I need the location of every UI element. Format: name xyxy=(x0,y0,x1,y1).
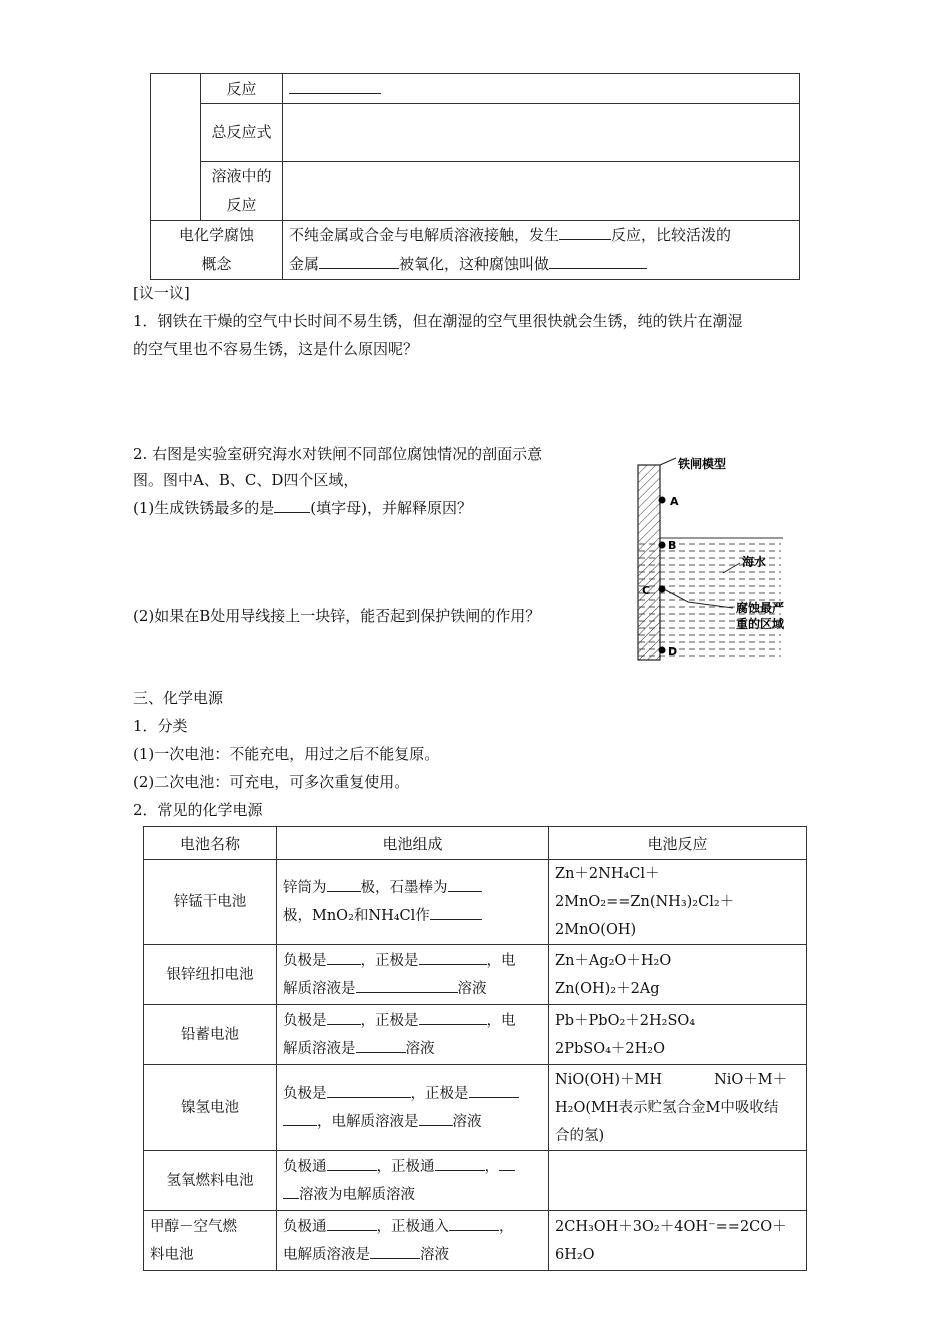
point-d xyxy=(659,647,666,654)
table-row xyxy=(144,1065,807,1151)
answer-blank[interactable] xyxy=(499,1154,515,1171)
battery-table xyxy=(143,826,807,1271)
answer-blank[interactable] xyxy=(327,948,361,965)
battery-name: 银锌纽扣电池 xyxy=(144,945,277,1005)
table-row xyxy=(144,1151,807,1211)
answer-blank[interactable] xyxy=(469,1081,519,1098)
header-name: 电池名称 xyxy=(144,827,277,860)
answer-blank[interactable] xyxy=(327,1154,377,1171)
question-1-line-2: 的空气里也不容易生锈，这是什么原因呢？ xyxy=(133,340,419,358)
row-label-total: 总反应式 xyxy=(201,104,283,162)
solution-reaction-cell[interactable] xyxy=(283,162,800,221)
battery-name: 甲醇－空气燃 料电池 xyxy=(144,1211,277,1271)
label-c: C xyxy=(642,584,651,597)
answer-blank[interactable] xyxy=(283,1109,317,1126)
battery-composition: 负极是 ，正极是 ，电解质溶液是 溶液 xyxy=(277,1065,549,1151)
sea-label: 海水 xyxy=(742,555,767,569)
battery-reaction: 2CH₃OH＋3O₂＋4OH⁻==2CO＋6H₂O xyxy=(549,1211,807,1271)
answer-blank[interactable] xyxy=(327,1008,361,1025)
answer-blank[interactable] xyxy=(435,1154,485,1171)
label-b: B xyxy=(668,539,677,552)
answer-blank[interactable] xyxy=(283,1182,299,1199)
corrosion-concept-label: 电化学腐蚀概念 xyxy=(151,221,283,280)
answer-blank[interactable] xyxy=(449,1214,499,1231)
battery-composition: 负极是 ，正极是 ，电 解质溶液是 溶液 xyxy=(277,1005,549,1065)
question-2-part-2: (2)如果在B处用导线接上一块锌，能否起到保护铁闸的作用？ xyxy=(133,607,541,625)
answer-blank[interactable] xyxy=(356,1036,406,1053)
gate-title-pointer xyxy=(660,458,676,465)
battery-composition: 负极通 ，正极通入 ， 电解质溶液是 溶液 xyxy=(277,1211,549,1271)
row-label-reaction: 反应 xyxy=(201,74,283,104)
answer-blank[interactable] xyxy=(327,1214,377,1231)
table-row xyxy=(144,860,807,945)
table-row xyxy=(144,1005,807,1065)
figure-title: 铁闸模型 xyxy=(678,457,727,471)
reaction-cell xyxy=(283,74,800,104)
section-3-heading: 三、化学电源 xyxy=(133,689,224,707)
battery-name: 氢氧燃料电池 xyxy=(144,1151,277,1211)
answer-blank[interactable] xyxy=(419,1008,487,1025)
iron-gate-figure xyxy=(628,450,798,665)
label-d: D xyxy=(668,645,678,658)
answer-blank[interactable] xyxy=(356,976,458,993)
section-3-item-1: 1．分类 xyxy=(133,717,188,735)
discussion-heading: [议一议] xyxy=(133,284,190,302)
battery-reaction: Zn＋Ag₂O＋H₂O Zn(OH)₂＋2Ag xyxy=(549,945,807,1005)
battery-reaction: Pb＋PbO₂＋2H₂SO₄ 2PbSO₄＋2H₂O xyxy=(549,1005,807,1065)
answer-blank[interactable] xyxy=(289,77,381,94)
answer-blank[interactable] xyxy=(549,252,647,269)
corrosion-table xyxy=(150,73,800,280)
question-1-line-1: 1．钢铁在干燥的空气中长时间不易生锈，但在潮湿的空气里很快就会生锈，纯的铁片在潮湿 xyxy=(133,312,743,330)
section-3-item-1a: (1)一次电池：不能充电，用过之后不能复原。 xyxy=(133,745,440,763)
table-row xyxy=(144,1211,807,1271)
section-3-item-2: 2．常见的化学电源 xyxy=(133,801,263,819)
battery-reaction: NiO(OH)＋MH NiO＋M＋ H₂O(MH表示贮氢合金M中吸收结 合的氢) xyxy=(549,1065,807,1151)
answer-blank[interactable] xyxy=(274,496,310,513)
battery-composition: 负极是 ，正极是 ，电 解质溶液是 溶液 xyxy=(277,945,549,1005)
battery-name: 镍氢电池 xyxy=(144,1065,277,1151)
label-a: A xyxy=(670,495,679,508)
battery-composition: 负极通 ，正极通 ， 溶液为电解质溶液 xyxy=(277,1151,549,1211)
section-3-item-1b: (2)二次电池：可充电，可多次重复使用。 xyxy=(133,773,410,791)
row-label-solution: 溶液中的反应 xyxy=(201,162,283,221)
battery-name: 铅蓄电池 xyxy=(144,1005,277,1065)
answer-blank[interactable] xyxy=(419,1109,453,1126)
answer-blank[interactable] xyxy=(430,903,482,920)
battery-reaction[interactable] xyxy=(549,1151,807,1211)
answer-blank[interactable] xyxy=(327,875,361,892)
question-2-line-1: 2. 右图是实验室研究海水对铁闸不同部位腐蚀情况的剖面示意 xyxy=(133,445,543,463)
header-composition: 电池组成 xyxy=(277,827,549,860)
point-a xyxy=(659,497,666,504)
iron-gate xyxy=(638,465,660,660)
battery-name: 锌锰干电池 xyxy=(144,860,277,945)
answer-blank[interactable] xyxy=(319,252,399,269)
answer-blank[interactable] xyxy=(327,1081,411,1098)
point-b xyxy=(659,542,666,549)
answer-blank[interactable] xyxy=(419,948,487,965)
answer-blank[interactable] xyxy=(559,223,611,240)
battery-composition: 锌筒为 极，石墨棒为 极，MnO₂和NH₄Cl作 xyxy=(277,860,549,945)
answer-blank[interactable] xyxy=(448,875,482,892)
corrosion-concept-text: 不纯金属或合金与电解质溶液接触，发生 反应，比较活泼的 金属 被氧化，这种腐蚀叫做 xyxy=(283,221,800,280)
answer-blank[interactable] xyxy=(370,1242,420,1259)
battery-reaction: Zn＋2NH₄Cl＋ 2MnO₂==Zn(NH₃)₂Cl₂＋2MnO(OH) xyxy=(549,860,807,945)
table-spacer-cell xyxy=(151,74,201,221)
table-row xyxy=(144,945,807,1005)
worst-label-2: 重的区域 xyxy=(736,617,785,631)
header-reaction: 电池反应 xyxy=(549,827,807,860)
worst-label-1: 腐蚀最严 xyxy=(736,601,785,615)
question-2-line-2: 图。图中A、B、C、D四个区域， xyxy=(133,471,359,489)
total-reaction-cell[interactable] xyxy=(283,104,800,162)
question-2-part-1: (1)生成铁锈最多的是 (填字母)，并解释原因？ xyxy=(133,494,472,522)
